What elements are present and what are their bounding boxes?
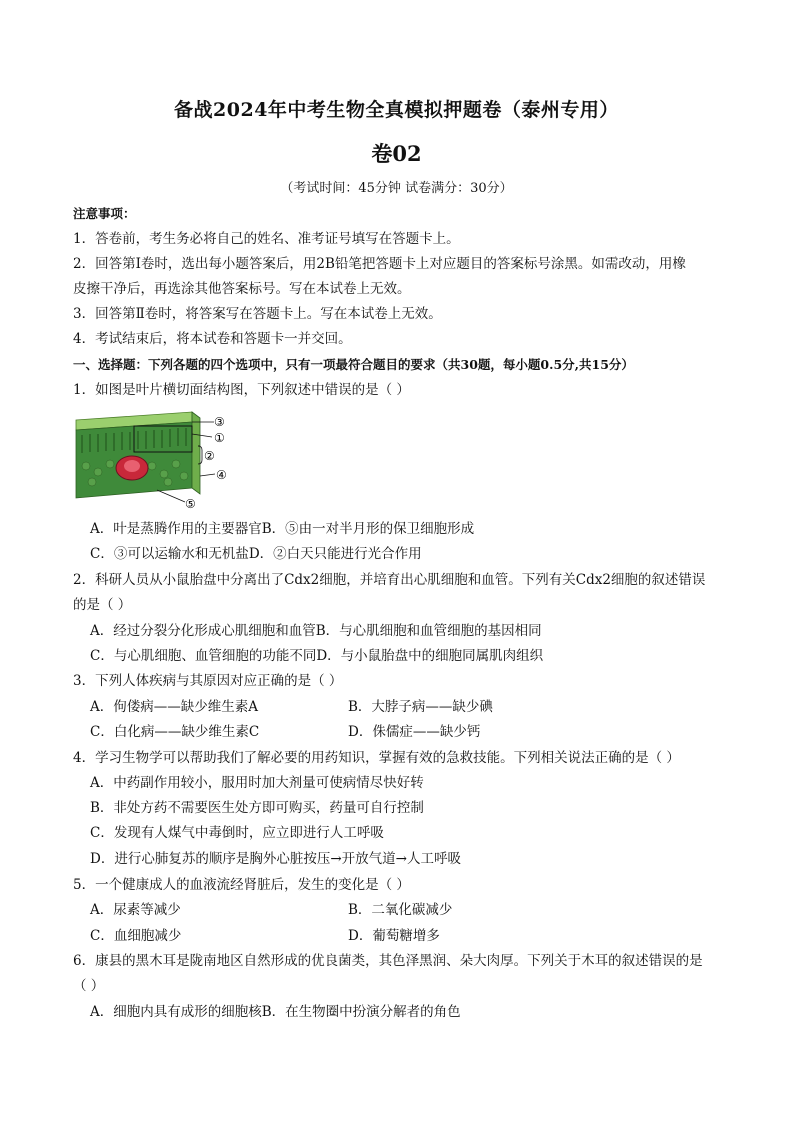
leaf-cross-section-figure [72, 408, 252, 518]
question-1-options: A．叶是蒸腾作用的主要器官B．⑤由一对半月形的保卫细胞形成 [90, 521, 475, 537]
question-5-option-d: D．葡萄糖增多 [348, 928, 440, 944]
question-4-option-a: A．中药副作用较小，服用时加大剂量可使病情尽快好转 [90, 775, 424, 791]
question-3-option-c: C．白化病——缺少维生素C [90, 724, 260, 740]
notice-item: 4．考试结束后，将本试卷和答题卡一并交回。 [73, 331, 352, 347]
notice-item: 3．回答第Ⅱ卷时，将答案写在答题卡上。写在本试卷上无效。 [73, 306, 442, 322]
question-5-option-a: A．尿素等减少 [90, 902, 181, 918]
question-3-option-b: B．大脖子病——缺少碘 [348, 699, 493, 715]
notice-item: 1．答卷前，考生务必将自己的姓名、准考证号填写在答题卡上。 [73, 231, 460, 247]
question-1-stem: 1．如图是叶片横切面结构图，下列叙述中错误的是（ ） [73, 382, 410, 398]
question-6-stem: 6．康县的黑木耳是陇南地区自然形成的优良菌类，其色泽黑润、朵大肉厚。下列关于木耳的叙述错误的是 [73, 953, 703, 969]
figure-label: ② [204, 449, 215, 463]
figure-label: ④ [216, 468, 227, 482]
exam-info: （考试时间：45分钟 试卷满分：30分） [280, 181, 513, 196]
question-3-stem: 3．下列人体疾病与其原因对应正确的是（ ） [73, 673, 343, 689]
question-3-option-d: D．侏儒症——缺少钙 [348, 724, 481, 740]
question-4-option-c: C．发现有人煤气中毒倒时，应立即进行人工呼吸 [90, 825, 384, 841]
figure-label: ③ [214, 415, 225, 429]
question-2-options: A．经过分裂分化形成心肌细胞和血管B．与心肌细胞和血管细胞的基因相同 [90, 623, 542, 639]
notice-heading: 注意事项： [73, 206, 136, 221]
notice-item: 皮擦干净后，再选涂其他答案标号。写在本试卷上无效。 [73, 281, 411, 297]
question-2-stem: 2．科研人员从小鼠胎盘中分离出了Cdx2细胞，并培育出心肌细胞和血管。下列有关Cdx2细胞的叙述错误 [73, 572, 706, 588]
question-6-options: A．细胞内具有成形的细胞核B．在生物圈中扮演分解者的角色 [90, 1004, 461, 1020]
question-1-options: C．③可以运输水和无机盐D．②白天只能进行光合作用 [90, 546, 422, 562]
figure-label: ① [214, 431, 225, 445]
question-3-option-a: A．佝偻病——缺少维生素A [90, 699, 258, 715]
question-2-options: C．与心肌细胞、血管细胞的功能不同D．与小鼠胎盘中的细胞同属肌肉组织 [90, 648, 544, 664]
exam-title: 备战2024年中考生物全真模拟押题卷（泰州专用） [174, 99, 619, 121]
question-5-stem: 5．一个健康成人的血液流经肾脏后，发生的变化是（ ） [73, 877, 410, 893]
question-6-stem: （ ） [73, 978, 105, 994]
section-heading: 一、选择题：下列各题的四个选项中，只有一项最符合题目的要求（共30题，每小题0.5分,共15分） [73, 357, 634, 372]
question-4-option-d: D．进行心肺复苏的顺序是胸外心脏按压→开放气道→人工呼吸 [90, 851, 461, 867]
question-2-stem: 的是（ ） [73, 597, 132, 613]
question-5-option-b: B．二氧化碳减少 [348, 902, 453, 918]
notice-item: 2．回答第Ⅰ卷时，选出每小题答案后，用2B铅笔把答题卡上对应题目的答案标号涂黑。如需改动，用橡 [73, 256, 686, 272]
question-4-stem: 4．学习生物学可以帮助我们了解必要的用药知识，掌握有效的急救技能。下列相关说法正确的是（ ） [73, 750, 680, 766]
question-5-option-c: C．血细胞减少 [90, 928, 182, 944]
question-4-option-b: B．非处方药不需要医生处方即可购买，药量可自行控制 [90, 800, 424, 816]
figure-label: ⑤ [185, 497, 196, 511]
paper-number: 卷02 [371, 141, 422, 166]
